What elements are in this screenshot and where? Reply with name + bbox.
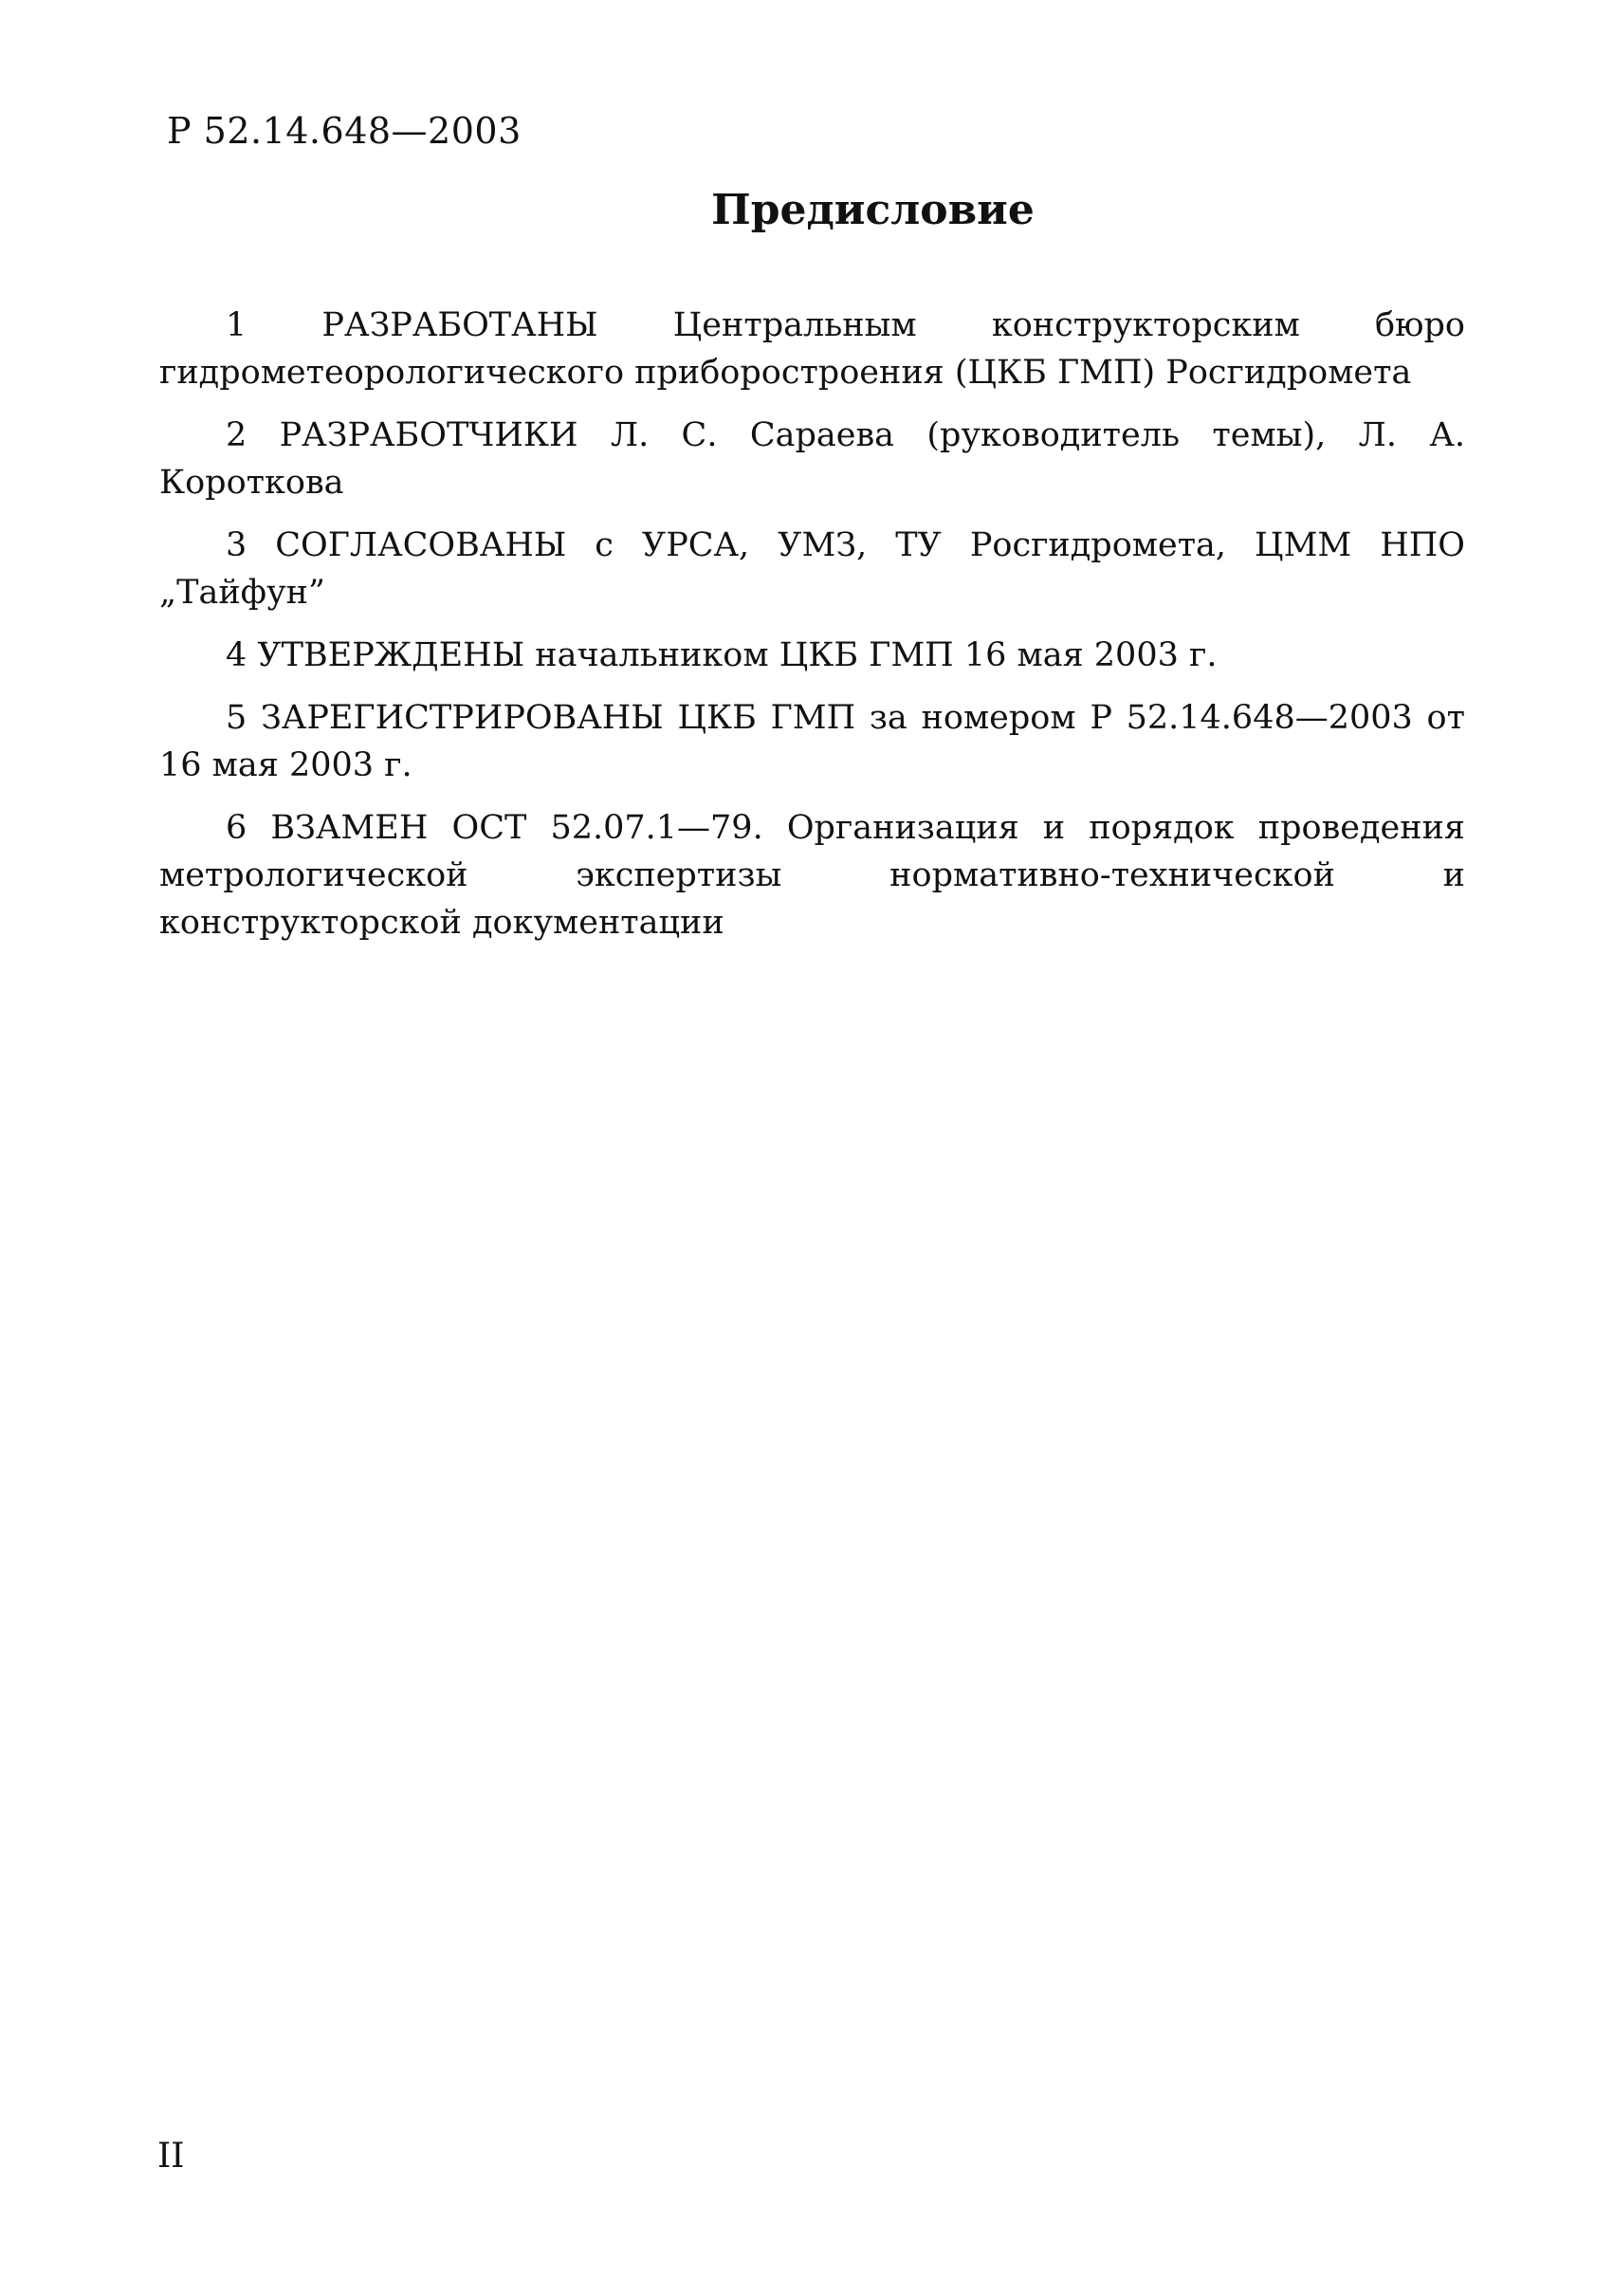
paragraph-developers	[159, 412, 1465, 506]
paragraph-label: 5 ЗАРЕГИСТРИРОВАНЫ	[226, 699, 664, 737]
paragraph-text: ОСТ 52.07.1—79. Организация и порядок проведения метрологической экспертизы нормативно-технической и конструкторской документации	[159, 809, 1465, 942]
paragraph-label: 1 РАЗРАБОТАНЫ	[226, 306, 598, 344]
paragraph-label: 2 РАЗРАБОТЧИКИ	[226, 416, 578, 454]
paragraph-text: Центральным конструкторским бюро гидрометеорологического приборостроения (ЦКБ ГМП) Росгидромета	[159, 306, 1465, 392]
paragraph-approved	[159, 632, 1465, 679]
page-number: II	[157, 2137, 185, 2176]
paragraph-label: 3 СОГЛАСОВАНЫ	[226, 526, 567, 564]
paragraph-text: Л. С. Сараева (руководитель темы), Л. А. Короткова	[159, 416, 1465, 502]
page-title: Предисловие	[711, 186, 1035, 234]
paragraph-label: 6 ВЗАМЕН	[226, 809, 429, 847]
document-code: Р 52.14.648—2003	[167, 110, 522, 152]
paragraph-agreed	[159, 522, 1465, 616]
paragraph-text: ЦКБ ГМП за номером Р 52.14.648—2003 от 16 мая 2003 г.	[159, 699, 1465, 784]
paragraph-text: с УРСА, УМЗ, ТУ Росгидромета, ЦММ НПО „Тайфун”	[159, 526, 1465, 612]
paragraph-text: начальником ЦКБ ГМП 16 мая 2003 г.	[524, 636, 1218, 674]
paragraph-label: 4 УТВЕРЖДЕНЫ	[226, 636, 525, 674]
paragraph-developed	[159, 302, 1465, 396]
foreword-paragraphs	[159, 302, 1465, 962]
paragraph-replaces	[159, 804, 1465, 946]
paragraph-registered	[159, 694, 1465, 789]
